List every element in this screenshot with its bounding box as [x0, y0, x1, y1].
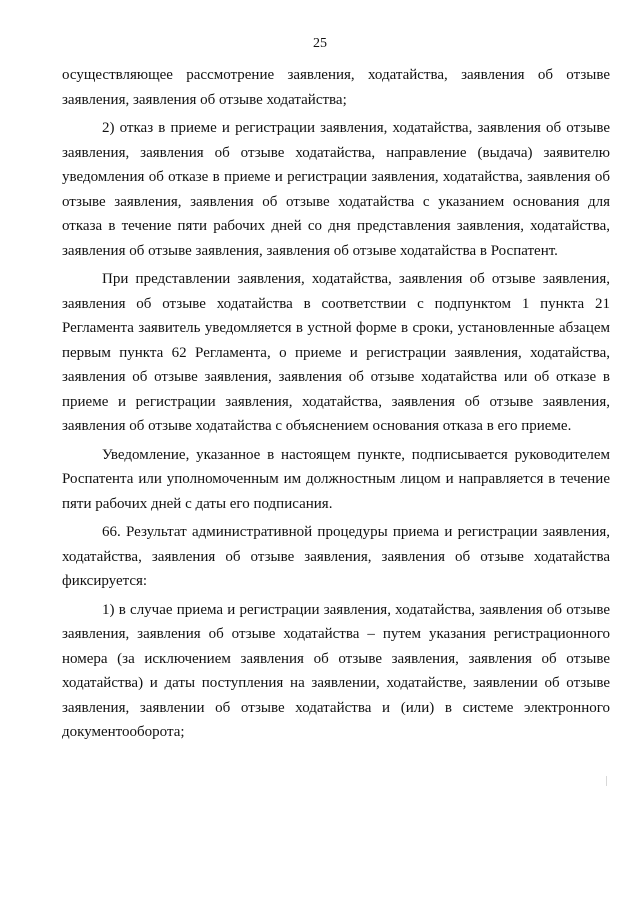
page-number: 25 [313, 36, 327, 51]
paragraph-refusal-item-2: 2) отказ в приеме и регистрации заявления, ходатайства, заявления об отзыве заявления, заявления об отзыве ходатайства, направление (выдача) заявителю уведомления об отказе в приеме и регистрации заявления, ходатайства, заявления об отзыве заявления, заявления об отзыве ходатайства с указанием основания для отказа в течение пяти рабочих дней со дня представления заявления, ходатайства, заявления об отзыве заявления, заявления об отзыве ходатайства в Роспатент. [62, 120, 610, 259]
paragraph-notification-signature: Уведомление, указанное в настоящем пункте, подписывается руководителем Роспатента или уполномоченным им должностным лицом и направляется в течение пяти рабочих дней с даты его подписания. [62, 446, 610, 512]
paragraph-oral-notification: При представлении заявления, ходатайства, заявления об отзыве заявления, заявления об отзыве ходатайства в соответствии с подпунктом 1 пункта 21 Регламента заявитель уведомляется в устной форме в сроки, установленные абзацем первым пункта 62 Регламента, о приеме и регистрации заявления, ходатайства, заявления об отзыве заявления, заявления об отзыве ходатайства или об отказе в приеме и регистрации заявления, ходатайства, заявления об отзыве заявления, заявления об отзыве ходатайства с объяснением основания отказа в его приеме. [62, 271, 610, 434]
scan-artifact [606, 776, 607, 786]
document-body [62, 63, 610, 745]
paragraph-item-66: 66. Результат административной процедуры приема и регистрации заявления, ходатайства, заявления об отзыве заявления, заявления об отзыве ходатайства фиксируется: [62, 524, 610, 589]
paragraph-continuation: осуществляющее рассмотрение заявления, ходатайства, заявления об отзыве заявления, заявления об отзыве ходатайства; [62, 67, 610, 108]
paragraph-item-66-sub-1: 1) в случае приема и регистрации заявления, ходатайства, заявления об отзыве заявления, заявления об отзыве ходатайства – путем указания регистрационного номера (за исключением заявления об отзыве заявления, заявления об отзыве ходатайства) и даты поступления на заявлении, ходатайстве, заявлении об отзыве заявления, заявлении об отзыве ходатайства и (или) в системе электронного документооборота; [62, 601, 610, 740]
